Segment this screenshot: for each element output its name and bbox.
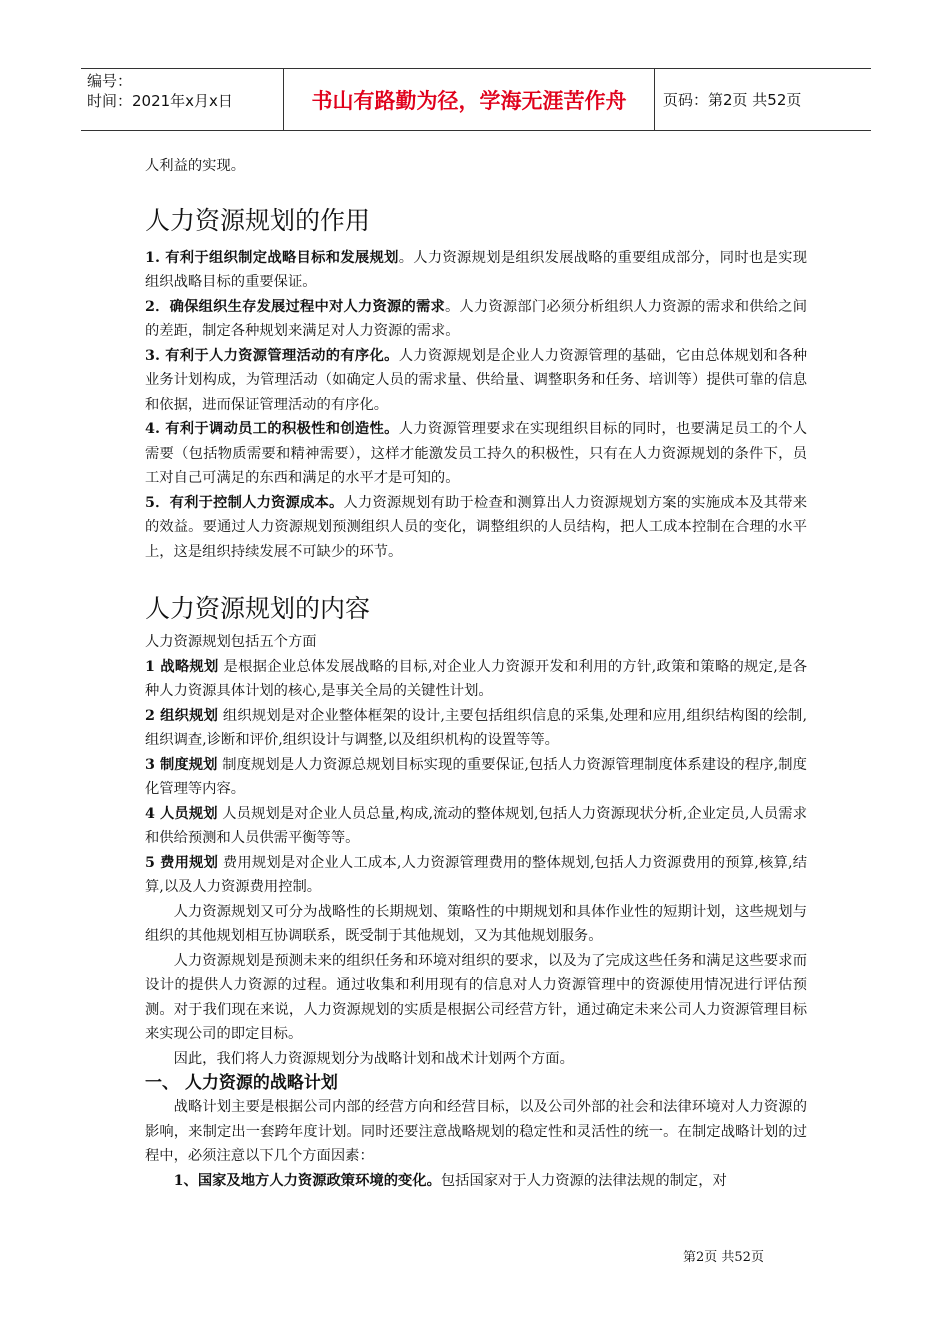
role-item-3 bbox=[145, 344, 807, 418]
date-label: 时间：2021年x月x日 bbox=[87, 92, 233, 110]
role-item-4-heading: 4. 有利于调动员工的积极性和创造性。 bbox=[145, 421, 399, 437]
content-item-3 bbox=[145, 753, 807, 802]
section-title-role: 人力资源规划的作用 bbox=[145, 205, 371, 235]
paragraph-planning-split: 因此，我们将人力资源规划分为战略计划和战术计划两个方面。 bbox=[173, 1050, 574, 1067]
role-item-1-heading: 1. 有利于组织制定战略目标和发展规划 bbox=[145, 249, 399, 266]
content-lead: 人力资源规划包括五个方面 bbox=[145, 634, 317, 650]
role-item-2-text: 。人力资源部门必须分析组织人力资源的需求和供给之间的差距，制定各种规划来满足对人力资源的需求。 bbox=[145, 298, 807, 339]
section-title-content: 人力资源规划的内容 bbox=[145, 594, 371, 623]
role-item-2-heading: 2．确保组织生存发展过程中对人力资源的需求 bbox=[145, 298, 445, 315]
paragraph-planning-definition: 人力资源规划是预测未来的组织任务和环境对组织的要求，以及为了完成这些任务和满足这些要求而设计的提供人力资源的过程。通过收集和利用现有的信息对人力资源管理中的资源使用情况进行评估预测。对于我们现在来说，人力资源规划的实质是根据公司经营方针，通过确定未来公司人力资源管理目标来实现公司的即定目标。 bbox=[145, 952, 807, 1042]
number-label: 编号： bbox=[87, 72, 133, 90]
content-item-1-text: 是根据企业总体发展战略的目标,对企业人力资源开发和利用的方针,政策和策略的规定,是各种人力资源具体计划的核心,是事关全局的关键性计划。 bbox=[145, 658, 807, 699]
content-item-1-heading: 1 战略规划 bbox=[145, 658, 219, 675]
header-meta bbox=[87, 71, 285, 111]
content-item-2-text: 组织规划是对企业整体框架的设计,主要包括组织信息的采集,处理和应用,组织结构图的绘制,组织调查,诊断和评价,组织设计与调整,以及组织机构的设置等等。 bbox=[145, 707, 808, 748]
strategic-factor-1 bbox=[145, 1169, 807, 1194]
document-body bbox=[145, 154, 807, 1193]
strategic-factor-1-heading: 1、国家及地方人力资源政策环境的变化。 bbox=[173, 1172, 441, 1189]
strategic-factor-1-text: 包括国家对于人力资源的法律法规的制定，对 bbox=[440, 1172, 727, 1189]
role-item-3-heading: 3. 有利于人力资源管理活动的有序化。 bbox=[145, 347, 399, 364]
intro-line: 人利益的实现。 bbox=[145, 158, 246, 174]
paragraph-strategic-plan: 战略计划主要是根据公司内部的经营方向和经营目标，以及公司外部的社会和法律环境对人力资源的影响，来制定出一套跨年度计划。同时还要注意战略规划的稳定性和灵活性的统一。在制定战略计划的过程中，必须注意以下几个方面因素： bbox=[145, 1099, 807, 1164]
role-item-3-text: 人力资源规划是企业人力资源管理的基础，它由总体规划和各种业务计划构成，为管理活动（如确定人员的需求量、供给量、调整职务和任务、培训等）提供可靠的信息和依据，进而保证管理活动的有序化。 bbox=[145, 347, 807, 413]
content-item-2 bbox=[145, 704, 807, 753]
role-item-4 bbox=[145, 417, 807, 491]
content-item-4-heading: 4 人员规划 bbox=[145, 805, 218, 822]
role-item-2 bbox=[145, 295, 807, 344]
page-footer: 第2页 共52页 bbox=[683, 1250, 764, 1265]
content-item-5-heading: 5 费用规划 bbox=[145, 854, 219, 871]
content-item-3-text: 制度规划是人力资源总规划目标实现的重要保证,包括人力资源管理制度体系建设的程序,制度化管理等内容。 bbox=[145, 756, 807, 797]
paragraph-planning-types: 人力资源规划又可分为战略性的长期规划、策略性的中期规划和具体作业性的短期计划，这些规划与组织的其他规划相互协调联系，既受制于其他规划，又为其他规划服务。 bbox=[145, 903, 807, 944]
header-motto: 书山有路勤为径，学海无涯苦作舟 bbox=[311, 88, 627, 113]
content-item-5 bbox=[145, 851, 807, 900]
header-page-number: 页码：第2页 共52页 bbox=[663, 91, 802, 109]
subsection-title-strategic: 一、 人力资源的战略计划 bbox=[145, 1073, 338, 1093]
content-item-4-text: 人员规划是对企业人员总量,构成,流动的整体规划,包括人力资源现状分析,企业定员,人员需求和供给预测和人员供需平衡等等。 bbox=[145, 805, 807, 846]
role-item-1 bbox=[145, 246, 807, 295]
header-divider bbox=[654, 69, 655, 130]
content-item-2-heading: 2 组织规划 bbox=[145, 707, 219, 724]
role-item-4-text: 人力资源管理要求在实现组织目标的同时，也要满足员工的个人需要（包括物质需要和精神需要），这样才能激发员工持久的积极性，只有在人力资源规划的条件下，员工对自己可满足的东西和满足的水平才是可知的。 bbox=[145, 421, 807, 486]
content-item-4 bbox=[145, 802, 807, 851]
content-item-3-heading: 3 制度规划 bbox=[145, 756, 218, 773]
role-item-5-text: 人力资源规划有助于检查和测算出人力资源规划方案的实施成本及其带来的效益。要通过人力资源规划预测组织人员的变化，调整组织的人员结构，把人工成本控制在合理的水平上，这是组织持续发展不可缺少的环节。 bbox=[145, 494, 807, 560]
page-header bbox=[81, 68, 871, 131]
role-item-5 bbox=[145, 491, 807, 565]
role-item-5-heading: 5．有利于控制人力资源成本。 bbox=[145, 494, 344, 511]
content-item-1 bbox=[145, 655, 807, 704]
role-item-1-text: 。人力资源规划是组织发展战略的重要组成部分，同时也是实现组织战略目标的重要保证。 bbox=[145, 249, 807, 290]
content-item-5-text: 费用规划是对企业人工成本,人力资源管理费用的整体规划,包括人力资源费用的预算,核算,结算,以及人力资源费用控制。 bbox=[145, 854, 808, 895]
